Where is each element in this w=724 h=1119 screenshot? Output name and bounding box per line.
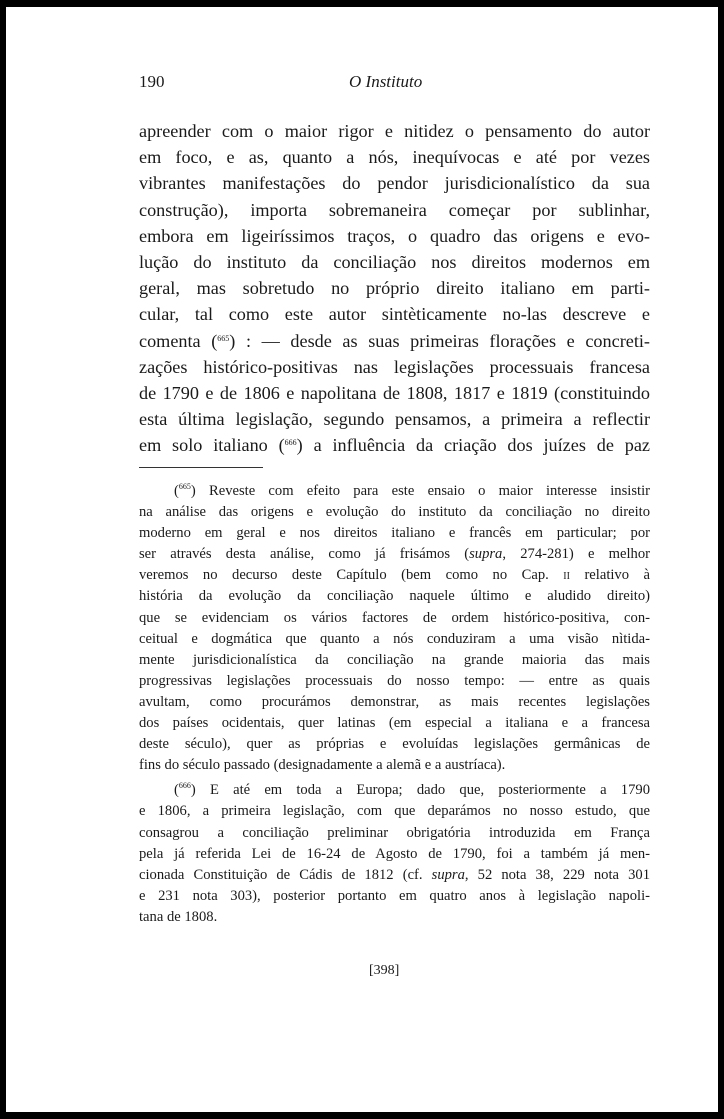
text-line: lução do instituto da conciliação nos direitos modernos em [139,252,650,273]
text-line: de 1790 e de 1806 e napolitana de 1808, 1817 e 1819 (constituindo [139,383,650,404]
body-paragraph [139,118,650,459]
text-line: esta última legislação, segundo pensamos, a primeira a reflectir [139,409,650,430]
footnote-ref-666[interactable]: 666 [284,438,297,448]
text-line: geral, mas sobretudo no próprio direito italiano em parti- [139,278,650,299]
footnote-line: avultam, como procurámos demonstrar, as mais recentes legislações [139,693,650,710]
running-header [139,72,650,96]
footnote-number: 665 [178,482,191,491]
footnote-line: ($^{665}$) Reveste com efeito para este ensaio o maior interesse insistir [174,482,650,499]
footnote-665 [139,481,650,776]
text-line: embora em ligeiríssimos traços, o quadro das origens e evo- [139,225,650,246]
footnote-line: ceitual e dogmática que quanto a nós conduziram a uma visão nìtida- [139,630,650,647]
footnote-line: e 1806, a primeira legislação, com que deparámos no nosso estudo, que [139,803,650,820]
footnote-line: e 231 nota 303), posterior portanto em quatro anos à legislação napoli- [139,887,650,904]
footnote-number: 666 [178,781,191,791]
footnote-line: mente jurisdicionalística da conciliação na grande maioria das mais [139,651,650,668]
footnote-line: ser através desta análise, como já frisámos (supra, 274-281) e melhor [139,546,650,563]
text-line: apreender com o maior rigor e nitidez o pensamento do autor [139,121,650,141]
footnote-line: que se evidenciam os vários factores de ordem histórico-positiva, con- [139,609,650,626]
footnote-666 [139,780,650,928]
footnote-rule [139,467,263,468]
footnote-line: tana de 1808. [139,908,218,925]
footnote-line: dos países ocidentais, quer latinas (em especial a italiana e a francesa [139,715,650,732]
text-line: construção), importa sobremaneira começar por sublinhar, [139,199,650,220]
footnote-line: pela já referida Lei de 16-24 de Agosto de 1790, foi a também já men- [139,845,650,862]
footnote-line: progressivas legislações processuais do nosso tempo: — entre as quais [139,672,650,689]
footnotes [139,481,650,928]
text-line: comenta ($^{665}$) : — desde as suas primeiras florações e concreti- [139,330,650,351]
text-line: cular, tal como este autor sintèticamente no-las descreve e [139,304,650,325]
running-title: O Instituto [349,72,423,91]
footnote-line: consagrou a conciliação preliminar obrigatória introduzida em França [139,824,650,841]
footnote-line: história da evolução da conciliação naquele último e aludido direito) [139,588,650,605]
text-line: em foco, e as, quanto a nós, inequívocas e até por vezes [139,147,650,168]
footnote-line: veremos no decurso deste Capítulo (bem como no Cap. ii relativo à [139,567,650,584]
footnote-line: deste século), quer as próprias e evoluídas legislações germânicas de [139,736,650,753]
page-number: 190 [139,72,165,91]
text-line: zações histórico-positivas nas legislações processuais francesa [139,356,650,377]
footnote-line: fins do século passado (designadamente a alemã e a austríaca). [139,757,506,774]
text-line: em solo italiano ($^{666}$) a influência da criação dos juízes de paz [139,435,650,456]
footnote-line: moderno em geral e nos direitos italiano e francês em particular; por [139,525,650,542]
footnote-line: cionada Constituição de Cádis de 1812 (cf. supra, 52 nota 38, 229 nota 301 [139,866,650,883]
footnote-line: ($^{666}$) E até em toda a Europa; dado que, posteriormente a 1790 [174,781,650,799]
page-reference: [398] [369,963,400,978]
footnote-line: na análise das origens e evolução do instituto da conciliação no direito [139,504,650,521]
text-line: vibrantes manifestações do pendor jurisdicionalístico da sua [139,173,650,194]
footnote-ref-665[interactable]: 665 [217,333,230,343]
